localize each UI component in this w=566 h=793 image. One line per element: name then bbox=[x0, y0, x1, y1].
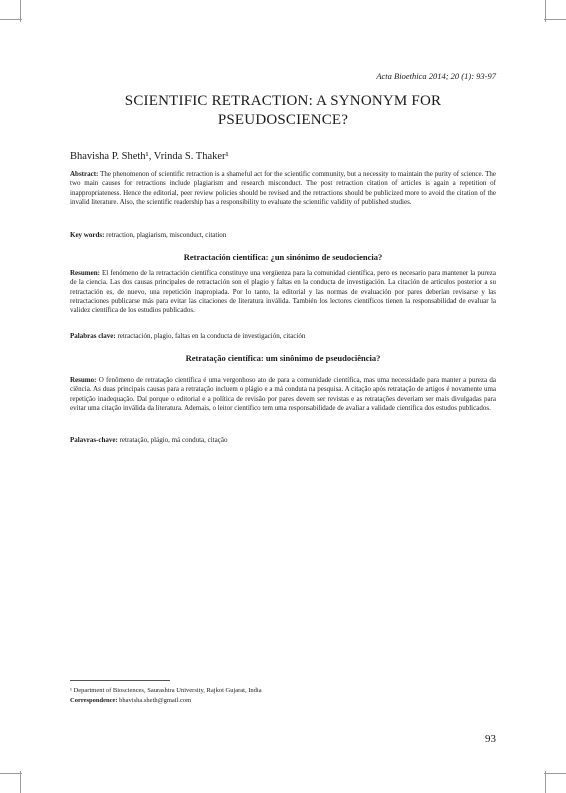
footnote-rule bbox=[70, 680, 170, 681]
article-title-line: PSEUDOSCIENCE? bbox=[217, 112, 349, 128]
footnote-correspondence bbox=[70, 696, 496, 705]
article-title-line: SCIENTIFIC RETRACTION: A SYNONYM FOR bbox=[124, 93, 442, 109]
abstract-portuguese bbox=[70, 376, 496, 413]
abstract-text: The phenomenon of scientific retraction is a shameful act for the scientific community, but a necessity to maintain the purity of science. The two main causes for retractions include plagiarism and research misconduct. The post retraction citation of articles is again a repetition of inappropriateness. Hence the editorial, peer review policies should be revised and the retractions should be publicized more to avoid the citation of the invalid literature. Also, the scientific readership has a responsibility to evaluate the scientific validity of published studies. bbox=[70, 170, 496, 206]
resumo-label: Resumo: bbox=[70, 376, 97, 384]
footnote-affiliation: ¹ Department of Biosciences, Saurashtra University, Rajkot Gujarat, India bbox=[70, 687, 262, 694]
resumen-text: El fenómeno de la retractación científica constituye una vergüenza para la comunidad científica, pero es necesario para mantener la pureza de la ciencia. Las dos causas principales de retractación son el plagio y faltas en la conducta de investigación. La citación de artículos posterior a su retractación es, de nuevo, una repetición inapropiada. Por lo tanto, la editorial y las normas de evaluación por pares deberían revisarse y las retractaciones publicarse más para evitar las citaciones de literatura inválida. También los lectores científicos tienen la responsabilidad de evaluar la validez científica de los estudios publicados. bbox=[70, 269, 496, 315]
palabras-clave-text: retractación, plagio, faltas en la conducta de investigación, citación bbox=[115, 332, 306, 340]
correspondence-label: Correspondence: bbox=[70, 697, 118, 704]
crop-mark bbox=[20, 0, 21, 22]
page-number: 93 bbox=[485, 733, 496, 745]
article-title bbox=[70, 92, 496, 130]
crop-mark bbox=[545, 771, 546, 793]
keywords-english bbox=[70, 231, 496, 240]
crop-mark bbox=[544, 19, 566, 20]
palabras-clave-label: Palabras clave: bbox=[70, 332, 116, 340]
palavras-chave-label: Palavras-chave: bbox=[70, 436, 118, 444]
keywords-portuguese bbox=[70, 436, 496, 445]
abstract-english bbox=[70, 170, 496, 207]
portuguese-heading: Retratação científica: um sinônimo de pseudociência? bbox=[185, 353, 381, 363]
keywords-label: Key words: bbox=[70, 231, 105, 239]
abstract-label: Abstract: bbox=[70, 170, 99, 178]
crop-mark bbox=[545, 0, 546, 22]
palavras-chave-text: retratação, plágio, má conduta, citação bbox=[117, 436, 228, 444]
abstract-spanish bbox=[70, 269, 496, 315]
spanish-heading: Retractación científica: ¿un sinónimo de seudociencia? bbox=[183, 252, 383, 262]
keywords-spanish bbox=[70, 332, 496, 341]
crop-mark bbox=[544, 773, 566, 774]
crop-mark bbox=[20, 771, 21, 793]
keywords-text: retraction, plagiarism, misconduct, citation bbox=[104, 231, 227, 239]
authors: Bhavisha P. Sheth¹, Vrinda S. Thaker¹ bbox=[70, 151, 229, 162]
journal-citation: Acta Bioethica 2014; 20 (1): 93-97 bbox=[376, 71, 496, 81]
resumo-text: O fenômeno de retratação científica é uma vergonhoso ato de para a comunidade científica, mas uma necessidade para manter a pureza da ciência. As duas principais causas para a retratação incluem o plágio e a má conduta na pesquisa. A citação após retratação de artigos é novamente uma repetição inadequação. Daí porque o editorial e a política de revisão por pares devem ser revistas e as retratações deveriam ser mais divulgadas para evitar uma citação inválida da literatura. Ademais, o leitor científico tem uma responsabilidade de avaliar a validade científica dos estudos publicados. bbox=[70, 376, 496, 412]
resumen-label: Resumen: bbox=[70, 269, 100, 277]
correspondence-email: bhavisha.sheth@gmail.com bbox=[117, 697, 192, 704]
crop-mark bbox=[0, 19, 22, 20]
crop-mark bbox=[0, 773, 22, 774]
